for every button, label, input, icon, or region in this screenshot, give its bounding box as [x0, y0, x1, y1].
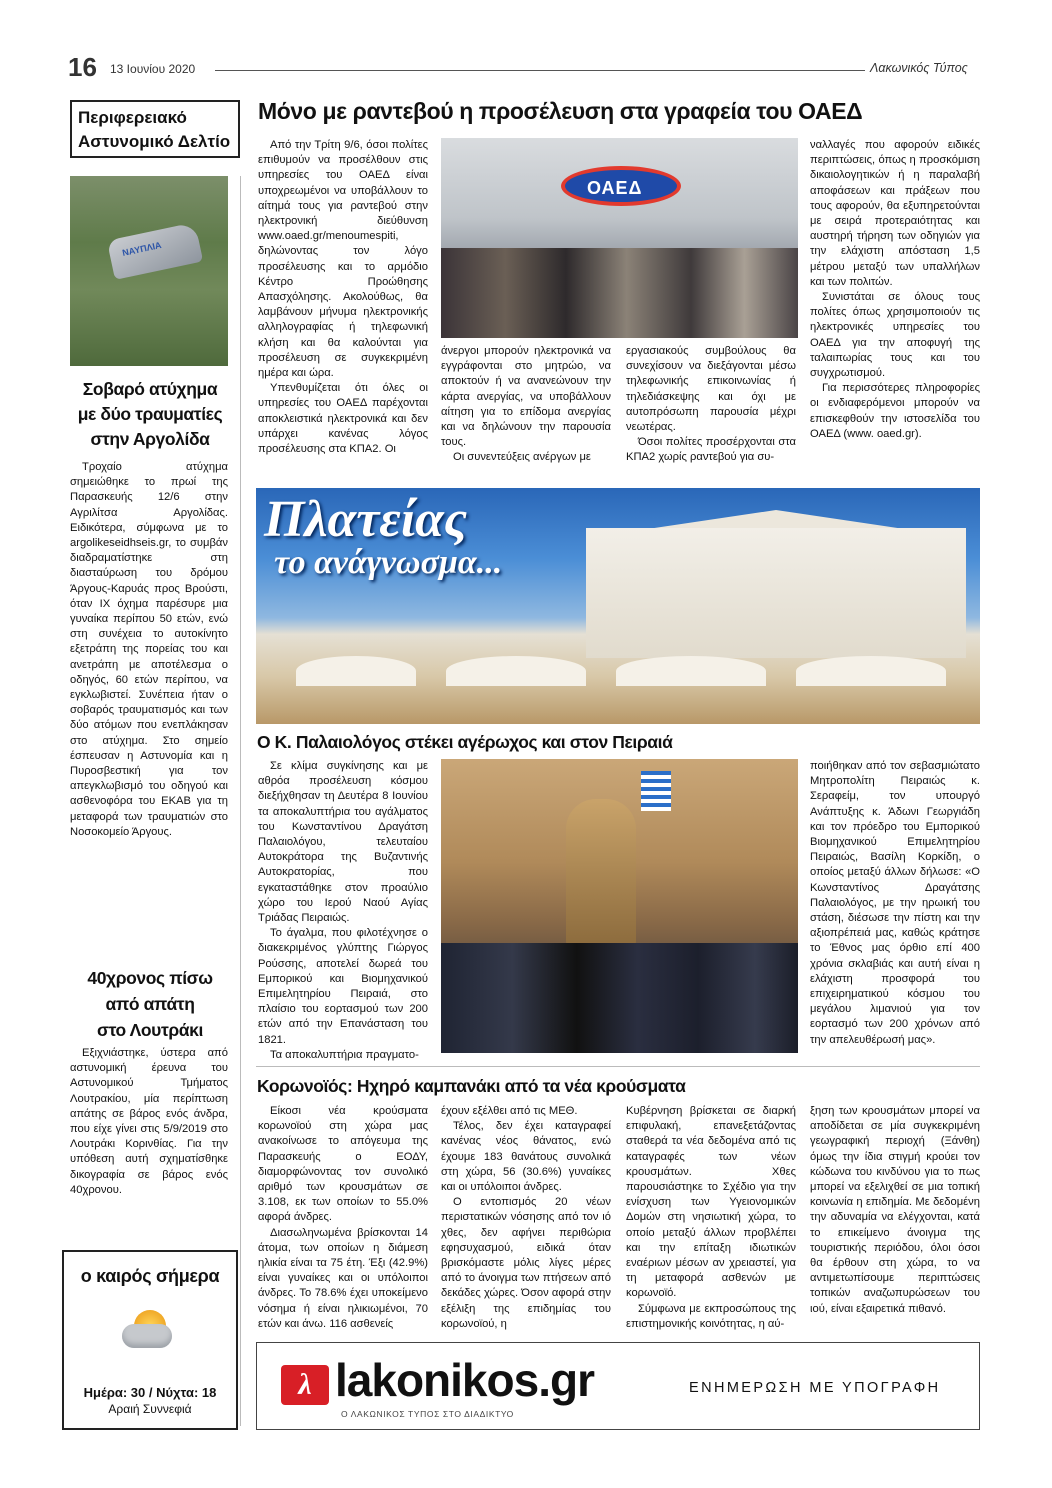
oaed-col4-p2: Συνιστάται σε όλους τους πολίτες όπως χρησιμοποιούν τις ηλεκτρονικές υπηρεσίες του ΟΑΕΔ για την αποφυγή της ταλαιπωρίας τους και του συγχρωτισμού.: [810, 291, 980, 380]
corona-col2: [441, 1104, 611, 1332]
oaed-col3-p1: εργασιακούς συμβούλους θα συνεχίσουν να διεξάγονται μέσω τηλεφωνικής επικοινωνίας ή τηλεδιάσκεψης και όχι με αυτοπρόσωπη παρουσία μέχρι νεωτέρας.: [626, 345, 796, 434]
corona-col1: [258, 1104, 428, 1332]
corona-col3-p1: Κυβέρνηση βρίσκεται σε διαρκή επιφυλακή, επανεξετάζοντας σταθερά τα νέα δεδομένα από τις καταγραφές των νέων κρουσμάτων. Χθες παρουσιάστηκε το Σχέδιο για την ενίσχυση των Υγειονομικών Δομών στη νησιωτική χώρα, το οποίο μεταξύ άλλων προβλέπει και την επίταξη ιδιωτικών εναέριων μέσων αν χρειαστεί, για τη μεταφορά ασθενών με κορωνοϊό.: [626, 1105, 796, 1300]
oaed-col1-p1: Από την Τρίτη 9/6, όσοι πολίτες επιθυμούν να προσέλθουν στις υπηρεσίες του ΟΑΕΔ είναι υποχρεωμένοι να υποβάλλουν το αίτημά τους για ραντεβού στην ηλεκτρονική διεύθυνση www.oaed.gr/menoumespiti, δηλώνοντας τον λόγο προσέλευσης και το αρμόδιο Κέντρο Προώθησης Απασχόλησης. Ακολούθως, θα λαμβάνουν μήνυμα ηλεκτρονικής αλληλογραφίας ή τηλεφωνική κλήση και θα καλούνται για προσέλευση σε συγκεκριμένη ημέρα και ώρα.: [258, 139, 428, 380]
police-bulletin-title-line2: Αστυνομικό Δελτίο: [78, 132, 231, 151]
fraud-paragraph: Εξιχνιάστηκε, ύστερα από αστυνομική έρευνα του Αστυνομικού Τμήματος Λουτρακίου, μία περίπτωση απάτης σε βάρος ενός άνδρα, που είχε γίνει στις 5/9/2019 στο Λουτράκι Κορινθίας. Για την υπόθεση αυτή σχηματίσθηκε δικογραφία σε βάρος ενός 40χρονου.: [70, 1047, 228, 1196]
umbrella-image: [296, 656, 416, 686]
fraud-article-body: [70, 1046, 228, 1198]
oaed-office-photo: [441, 138, 798, 338]
oaed-col3-p2: Όσοι πολίτες προσέρχονται στα ΚΠΑ2 χωρίς ραντεβού για συ-: [626, 436, 796, 464]
fraud-headline-line2: από απάτη: [105, 994, 195, 1014]
section-divider: [256, 1066, 980, 1067]
car-photo-text: ΝΑΥΠΛΙΑ: [121, 239, 163, 259]
oaed-sign-text: ΟΑΕΔ: [587, 178, 643, 198]
oaed-col2: [441, 344, 611, 466]
oaed-col4-p1: ναλλαγές που αφορούν ειδικές περιπτώσεις, όπως η προσκόμιση δικαιολογητικών ή η παραλαβή αποφάσεων και πράξεων που τους αφορούν, θα εξυπηρετούνται με σειρά προτεραιότητας και αυστηρή τήρηση των οδηγιών για την ελάχιστη απόσταση 1,5 μέτρου μεταξύ των υπαλλήλων και των πολιτών.: [810, 139, 980, 288]
umbrella-image: [616, 656, 766, 686]
palaiologos-col1: [258, 759, 428, 1063]
corona-col2-p3: Ο εντοπισμός 20 νέων περιστατικών νόσησης από τον ιό χθες, δεν αφήνει περιθώρια εφησυχασμού, ειδικά όταν βρισκόμαστε μόλις λίγες μέρες από το άνοιγμα των πτήσεων από δεκάδες χώρες. Όσον αφορά στην εξέλιξη της επιδημίας του κορωνοϊού, η: [441, 1196, 611, 1330]
umbrella-image: [446, 656, 586, 686]
palaiologos-col1-p3: Τα αποκαλυπτήρια πραγματο-: [270, 1048, 419, 1061]
officials-group-image: [441, 943, 798, 1053]
oaed-col1-p2: Υπενθυμίζεται ότι όλες οι υπηρεσίες του ΟΑΕΔ παρέχονται αποκλειστικά ηλεκτρονικά και δεν υπάρχει κανένας λόγος προσέλευσης στα ΚΠΑ2. Οι: [258, 382, 428, 456]
partly-cloudy-icon: [122, 1324, 172, 1348]
fraud-headline-line1: 40χρονος πίσω: [87, 968, 213, 988]
fraud-headline-line3: στο Λουτράκι: [97, 1020, 203, 1040]
greek-flag-image: [641, 771, 671, 811]
oaed-col4: [810, 138, 980, 442]
corona-col1-p2: Διασωληνωμένα βρίσκονται 14 άτομα, των οποίων η διάμεση ηλικία είναι τα 75 έτη. Έξι (42.9%) είναι γυναίκες και οι υπόλοιποι άνδρες. Το 78.6% έχει υποκείμενο νόσημα ή είναι ηλικιωμένοι, 70 ετών και άνω. 116 ασθενείς: [258, 1226, 428, 1330]
lakonikos-logo-subtitle: Ο ΛΑΚΩΝΙΚΟΣ ΤΥΠΟΣ ΣΤΟ ΔΙΑΔΙΚΤΥΟ: [341, 1409, 514, 1419]
accident-headline: [70, 377, 230, 452]
statue-unveiling-photo: [441, 759, 798, 1053]
lakonikos-logo-icon: λ: [281, 1365, 329, 1405]
weather-description: Αραιή Συννεφιά: [108, 1402, 192, 1416]
corona-col3-p2: Σύμφωνα με εκπροσώπους της επιστημονικής κοινότητας, η αύ-: [626, 1302, 796, 1330]
oaed-col2-p2: Οι συνεντεύξεις ανέργων με: [453, 451, 591, 464]
palaiologos-headline: Ο Κ. Παλαιολόγος στέκει αγέρωχος και στον Πειραιά: [257, 732, 673, 752]
platia-banner: [256, 488, 980, 724]
corona-col4: [810, 1104, 980, 1317]
platia-title-line1: Πλατείας: [264, 491, 468, 548]
weather-temperatures: Ημέρα: 30 / Νύχτα: 18: [83, 1385, 217, 1400]
umbrella-image: [796, 656, 946, 686]
weather-title: ο καιρός σήμερα: [80, 1266, 220, 1286]
page-date: 13 Ιουνίου 2020: [110, 62, 196, 76]
corona-col1-p1: Είκοσι νέα κρούσματα κορωνοϊού στη χώρα μας ανακοίνωσε το απόγευμα της Παρασκευής ο ΕΟΔΥ, διαμορφώνοντας τον συνολικό αριθμό των κρουσμάτων σε 3.108, εκ των οποίων το 55.0% αφορά άνδρες.: [258, 1105, 428, 1224]
statue-image: [566, 799, 636, 949]
police-bulletin-box: [70, 100, 240, 158]
palaiologos-col1-p1: Σε κλίμα συγκίνησης και με αθρόα προσέλευση κόσμου διεξήχθησαν τη Δευτέρα 8 Ιουνίου τα αποκαλυπτήρια του αγάλματος του Κωνσταντίνου Δραγάτση Παλαιολόγου, τελευταίου Αυτοκράτορα της Βυζαντινής Αυτοκρατορίας, που εγκαταστάθηκε στον προαύλιο χώρο του Ιερού Ναού Αγίας Τριάδας Πειραιώς.: [258, 760, 428, 925]
corona-col2-p2: Τέλος, δεν έχει καταγραφεί κανένας νέος θάνατος, ενώ έχουμε 183 θανάτους συνολικά στη χώρα, 56 (30.6%) γυναίκες και οι υπόλοιποι άνδρες.: [441, 1120, 611, 1194]
weather-box: [62, 1250, 238, 1430]
corona-col2-p1: έχουν εξέλθει από τις ΜΕΘ.: [441, 1105, 578, 1117]
platia-title-line2: το ανάγνωσμα...: [274, 544, 503, 581]
oaed-col4-p3: Για περισσότερες πληροφορίες οι ενδιαφερόμενοι μπορούν να επισκεφθούν την ιστοσελίδα του ΟΑΕΔ (www. oaed.gr).: [810, 382, 980, 440]
accident-paragraph: Τροχαίο ατύχημα σημειώθηκε το πρωί της Παρασκευής 12/6 στην Αγριλίτσα Αργολίδας. Ειδικότερα, σύμφωνα με το argolikeseidhseis.gr, το συμβάν διαδραματίστηκε στη διασταύρωση του δρόμου Άργους-Καρυάς προς Βρούστι, όταν ΙΧ όχημα παρέσυρε μια γυναίκα περίπου 50 ετών, ενώ στη συνέχεια το αυτοκίνητο εξετράπη της πορείας του και ανετράπη με αποτέλεσμα ο οδηγός, 60 ετών περίπου, να εγκλωβιστεί. Συνέπεια ήταν ο σοβαρός τραυματισμός και των δύο ατόμων που ενεπλάκησαν στο ατύχημα. Στο σημείο έσπευσαν η Αστυνομία και η Πυροσβεστική για τον απεγκλωβισμό του οδηγού και ασθενοφόρα του ΕΚΑΒ για τη μεταφορά των τραυματιών στο Νοσοκομείο Άργους.: [70, 461, 228, 838]
accident-article-body: [70, 460, 228, 840]
palaiologos-col1-p2: Το άγαλμα, που φιλοτέχνησε ο διακεκριμένος γλύπτης Γιώργος Ρούσσης, αποτελεί δωρεά του Εμπορικού και Βιομηχανικού Επιμελητηρίου Πειραιά, στο πλαίσιο του εορτασμού των 200 ετών από την Επανάσταση του 1821.: [258, 927, 428, 1046]
palaiologos-col2-p1: ποιήθηκαν από τον σεβασμιώτατο Μητροπολίτη Πειραιώς κ. Σεραφείμ, τον υπουργό Ανάπτυξης κ. Άδωνι Γεωργιάδη και τον πρόεδρο του Εμπορικού Βιομηχανικού Επιμελητηρίου Πειραιώς, Βασίλη Κορκίδη, ο οποίος μεταξύ άλλων δήλωσε: «Ο Κωνσταντίνος Δραγάτσης Παλαιολόγος, με την ηρωική του στάση, διέσωσε την πίστη και την αξιοπρέπειά μας, καθώς κράτησε το Έθνος μας όρθιο επί 400 χρόνια σκλαβιάς και αυτή είναι η ελάχιστη προσφορά του επιχειρηματικού κόσμου του μεγάλου λιμανιού για τον εορτασμό των 200 χρόνων από την απελευθέρωσή μας».: [810, 760, 980, 1046]
page-number: 16: [68, 52, 97, 82]
crowd-image: [441, 248, 798, 338]
police-bulletin-title-line1: Περιφερειακό: [78, 108, 187, 127]
oaed-col3: [626, 344, 796, 466]
oaed-headline: Μόνο με ραντεβού η προσέλευση στα γραφεία του ΟΑΕΔ: [258, 98, 863, 124]
oaed-sign-logo: [561, 166, 681, 206]
oaed-col2-p1: άνεργοι μπορούν ηλεκτρονικά να εγγράφονται στο μητρώο, να αποκτούν ή να ανανεώνουν την κάρτα ανεργίας, να υποβάλλουν αίτηση για το επίδομα ανεργίας και να δηλώνουν την παρουσία τους.: [441, 345, 611, 449]
fraud-headline: [70, 965, 230, 1043]
header-divider: [215, 70, 865, 71]
oaed-col1: [258, 138, 428, 457]
lakonikos-logo-text: lakonikos.gr: [335, 1354, 594, 1406]
ad-tagline: ΕΝΗΜΕΡΩΣΗ ΜΕ ΥΠΟΓΡΑΦΗ: [689, 1380, 941, 1396]
car-accident-photo: [70, 176, 228, 366]
building-image: [586, 528, 966, 658]
accident-headline-line2: με δύο τραυματίες: [77, 404, 223, 424]
accident-headline-line3: στην Αργολίδα: [90, 429, 210, 449]
corona-headline: Κορωνοϊός: Ηχηρό καμπανάκι από τα νέα κρούσματα: [257, 1076, 686, 1096]
corona-col3: [626, 1104, 796, 1332]
palaiologos-col2: [810, 759, 980, 1048]
accident-headline-line1: Σοβαρό ατύχημα: [82, 379, 218, 399]
newspaper-name: Λακωνικός Τύπος: [870, 61, 968, 75]
lakonikos-ad-banner[interactable]: [256, 1342, 980, 1430]
corona-col4-p1: ξηση των κρουσμάτων μπορεί να αποδίδεται σε μία συγκεκριμένη γεωγραφική περιοχή (Ξάνθη) όμως την ίδια στιγμή κρούει τον κώδωνα του κινδύνου για το πως μπορεί να εξελιχθεί σε μια τοπική κοινωνία η επιδημία. Με δεδομένη την αδυναμία να ελέγχονται, κατά το επικείμενο άνοιγμα της τουριστικής περιόδου, όλοι όσοι θα έρθουν στη χώρα, το να αντιμετωπίσουμε περιπτώσεις τοπικών αναζωπυρώσεων του ιού, είναι εξαιρετικά πιθανό.: [810, 1105, 980, 1315]
column-divider: [240, 176, 241, 1426]
